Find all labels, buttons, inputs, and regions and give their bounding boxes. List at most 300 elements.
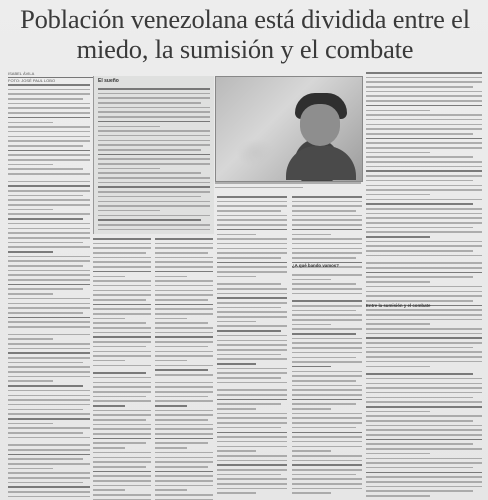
text-line [8, 284, 90, 286]
text-line [8, 334, 90, 336]
text-line [93, 386, 151, 388]
text-line [155, 243, 213, 245]
text-line [366, 366, 430, 368]
text-line [8, 150, 90, 152]
text-line [155, 318, 187, 320]
text-line [8, 274, 90, 276]
text-line [217, 368, 287, 370]
text-line [8, 385, 83, 387]
text-line [366, 208, 482, 210]
text-line [155, 433, 213, 435]
text-line [366, 286, 482, 288]
text-line [155, 276, 187, 278]
text-line [292, 248, 362, 250]
text-line [292, 436, 362, 438]
text-line [98, 144, 210, 146]
text-line [8, 404, 90, 406]
text-line [8, 107, 90, 109]
text-line [217, 229, 287, 231]
text-line [292, 293, 362, 295]
text-line [93, 252, 146, 254]
text-line [98, 126, 160, 128]
text-line [8, 159, 90, 161]
text-line [366, 185, 482, 187]
text-line [155, 438, 213, 440]
text-line [292, 229, 362, 231]
text-line [292, 389, 362, 391]
text-line [93, 290, 151, 292]
text-line [292, 310, 356, 312]
text-line [93, 280, 151, 282]
text-line [155, 400, 213, 402]
text-line [155, 294, 213, 296]
text-line [8, 303, 90, 305]
text-line [98, 130, 210, 132]
text-line [366, 323, 430, 325]
text-line [8, 468, 53, 470]
text-line [366, 86, 473, 88]
text-line [155, 351, 213, 353]
text-line [8, 423, 53, 425]
text-line [8, 326, 90, 328]
text-line [292, 252, 362, 254]
text-line [155, 360, 187, 362]
text-line [93, 299, 146, 301]
text-line [292, 474, 356, 476]
text-line [366, 241, 482, 243]
text-line [98, 135, 210, 137]
text-line [292, 342, 362, 344]
text-line [366, 443, 473, 445]
text-line [217, 201, 287, 203]
text-line [366, 309, 482, 311]
text-line [8, 409, 83, 411]
text-line [366, 295, 482, 297]
text-line [292, 333, 356, 335]
text-line [93, 485, 151, 487]
text-line [8, 399, 90, 401]
text-line [217, 271, 287, 273]
text-line [292, 366, 331, 368]
text-line [8, 321, 90, 323]
text-line [155, 475, 213, 477]
text-line [155, 386, 213, 388]
text-line [93, 332, 151, 334]
text-line [217, 403, 281, 405]
text-line [98, 215, 210, 217]
text-line [292, 385, 362, 387]
text-line [8, 265, 83, 267]
text-line [366, 361, 482, 363]
text-line [8, 376, 90, 378]
text-line [292, 288, 362, 290]
text-line [98, 107, 210, 109]
text-line [98, 219, 201, 221]
text-line [8, 213, 90, 215]
text-line [8, 458, 83, 460]
text-line [155, 405, 187, 407]
text-line [8, 293, 53, 295]
text-line [155, 238, 213, 240]
text-column-4 [217, 196, 287, 497]
text-line [366, 467, 473, 469]
text-line [155, 374, 213, 376]
text-line [292, 338, 362, 340]
text-line [292, 371, 362, 373]
text-line [217, 363, 256, 365]
text-line [8, 195, 83, 197]
byline-author: ISABEL ÁVILA [8, 71, 35, 76]
text-line [98, 229, 210, 231]
text-line [8, 454, 90, 456]
text-line [366, 222, 482, 224]
text-line [366, 180, 473, 182]
text-line [93, 247, 151, 249]
text-line [366, 114, 482, 116]
text-line [8, 279, 90, 281]
text-line [8, 395, 90, 397]
text-line [8, 251, 53, 253]
text-line [155, 313, 213, 315]
text-line [98, 158, 210, 160]
text-line [366, 124, 482, 126]
text-line [8, 343, 90, 345]
text-line [366, 77, 482, 79]
text-line [93, 261, 151, 263]
text-line [93, 419, 146, 421]
text-line [366, 387, 482, 389]
text-line [366, 356, 482, 358]
text-line [8, 371, 90, 373]
text-line [8, 204, 90, 206]
text-line [8, 449, 90, 451]
text-line [8, 390, 90, 392]
text-line [292, 441, 362, 443]
text-line [8, 140, 90, 142]
text-line [217, 262, 287, 264]
text-line [93, 271, 151, 273]
text-line [366, 420, 473, 422]
text-line [217, 488, 287, 490]
text-line [93, 327, 151, 329]
text-line [366, 429, 482, 431]
text-line [98, 102, 201, 104]
text-line [366, 319, 482, 321]
byline [8, 71, 94, 83]
text-line [93, 475, 151, 477]
text-line [93, 396, 146, 398]
text-column-3 [155, 238, 213, 500]
text-line [93, 322, 146, 324]
text-line [93, 433, 151, 435]
text-line [292, 492, 331, 494]
text-line [366, 476, 482, 478]
text-line [8, 486, 90, 488]
text-line [8, 93, 90, 95]
text-line [155, 266, 213, 268]
text-line [8, 218, 83, 220]
byline-photo-credit: FOTO: JOSÉ PAUL LOBO [8, 78, 56, 83]
text-line [217, 210, 281, 212]
text-line [93, 304, 151, 306]
text-line [366, 166, 482, 168]
text-column-1 [8, 84, 90, 500]
text-line [155, 299, 208, 301]
text-line [217, 354, 281, 356]
text-line [155, 285, 213, 287]
text-line [292, 283, 356, 285]
text-line [98, 88, 210, 90]
text-line [8, 199, 90, 201]
text-line [8, 298, 90, 300]
text-line [8, 482, 83, 484]
text-line [93, 382, 151, 384]
text-line [8, 260, 90, 262]
text-line [292, 243, 362, 245]
text-line [217, 478, 287, 480]
text-line [8, 164, 53, 166]
text-line [292, 210, 356, 212]
text-line [155, 396, 208, 398]
text-line [366, 328, 482, 330]
text-line [292, 215, 362, 217]
caption-line [215, 182, 361, 184]
text-line [217, 377, 281, 379]
text-line [8, 307, 90, 309]
text-line [98, 93, 210, 95]
text-line [8, 437, 90, 439]
text-line [217, 340, 287, 342]
text-line [366, 236, 430, 238]
text-line [292, 483, 362, 485]
text-line [217, 238, 287, 240]
text-line [366, 472, 482, 474]
text-line [98, 177, 210, 179]
text-line [93, 428, 151, 430]
text-line [366, 281, 430, 283]
text-line [366, 227, 473, 229]
text-line [98, 116, 210, 118]
text-line [217, 399, 287, 401]
text-line [8, 122, 53, 124]
text-line [98, 210, 160, 212]
text-line [93, 377, 151, 379]
text-line [98, 163, 210, 165]
text-line [366, 373, 473, 375]
text-line [292, 469, 362, 471]
text-line [8, 117, 90, 119]
text-line [217, 257, 281, 259]
text-line [366, 217, 482, 219]
text-line [93, 391, 151, 393]
text-line [93, 457, 151, 459]
text-line [155, 369, 208, 371]
text-line [155, 280, 213, 282]
text-line [366, 262, 482, 264]
text-line [217, 311, 287, 313]
text-line [292, 403, 356, 405]
text-line [8, 357, 90, 359]
text-line [217, 293, 287, 295]
text-line [292, 352, 362, 354]
text-line [292, 394, 362, 396]
text-line [93, 447, 125, 449]
text-line [366, 147, 482, 149]
text-line [366, 314, 482, 316]
text-line [366, 333, 482, 335]
text-line [98, 97, 210, 99]
text-line [8, 418, 90, 420]
text-line [217, 358, 287, 360]
text-line [366, 351, 482, 353]
text-line [217, 417, 287, 419]
text-line [8, 89, 90, 91]
text-line [366, 245, 482, 247]
text-line [366, 392, 482, 394]
text-line [8, 131, 90, 133]
text-line [217, 441, 287, 443]
text-line [217, 321, 256, 323]
text-line [366, 189, 482, 191]
text-line [292, 446, 362, 448]
text-line [8, 223, 90, 225]
text-line [292, 488, 362, 490]
text-line [217, 205, 287, 207]
text-line [217, 344, 287, 346]
text-line [93, 336, 151, 338]
text-line [93, 372, 146, 374]
text-line [93, 471, 151, 473]
text-line [93, 414, 151, 416]
text-line [217, 224, 287, 226]
text-line [217, 422, 287, 424]
text-line [292, 478, 362, 480]
text-line [292, 224, 362, 226]
text-line [217, 316, 287, 318]
text-line [93, 480, 151, 482]
text-line [366, 495, 430, 497]
text-line [8, 84, 90, 86]
text-line [217, 248, 287, 250]
text-line [366, 152, 430, 154]
sidebar-tag: El sueño [98, 78, 119, 84]
text-line [366, 175, 482, 177]
text-line [292, 427, 356, 429]
text-line [366, 347, 473, 349]
text-line [98, 186, 210, 188]
text-line [93, 238, 151, 240]
text-line [366, 100, 482, 102]
text-line [366, 95, 482, 97]
text-line [155, 327, 213, 329]
text-line [292, 196, 362, 198]
text-line [366, 250, 473, 252]
text-line [217, 372, 287, 374]
text-line [217, 215, 287, 217]
text-line [366, 203, 473, 205]
text-line [217, 446, 287, 448]
text-line [292, 375, 362, 377]
text-line [8, 366, 90, 368]
text-line [8, 352, 90, 354]
text-line [366, 199, 482, 201]
text-line [155, 308, 213, 310]
text-line [366, 378, 482, 380]
text-line [366, 161, 482, 163]
text-line [93, 410, 151, 412]
text-line [366, 337, 482, 339]
text-line [217, 325, 287, 327]
text-line [366, 213, 482, 215]
text-line [292, 234, 331, 236]
text-line [366, 486, 482, 488]
text-line [292, 413, 362, 415]
text-line [292, 238, 362, 240]
sidebar-text [98, 88, 210, 233]
text-line [217, 219, 287, 221]
text-line [8, 154, 90, 156]
text-line [366, 425, 482, 427]
text-line [292, 314, 362, 316]
text-column-6 [366, 72, 482, 500]
text-line [292, 399, 362, 401]
text-line [93, 360, 125, 362]
text-line [217, 389, 287, 391]
text-line [93, 452, 151, 454]
text-line [366, 105, 482, 107]
text-line [93, 442, 146, 444]
text-line [8, 185, 90, 187]
text-line [292, 464, 362, 466]
text-line [155, 365, 213, 367]
text-line [93, 276, 125, 278]
text-line [292, 460, 362, 462]
text-line [366, 231, 482, 233]
text-line [155, 257, 213, 259]
text-line [8, 256, 90, 258]
text-line [155, 457, 213, 459]
text-line [366, 401, 482, 403]
text-line [366, 481, 482, 483]
text-line [8, 228, 90, 230]
text-line [366, 138, 482, 140]
text-line [217, 266, 287, 268]
text-line [8, 242, 83, 244]
text-line [8, 427, 90, 429]
text-line [93, 294, 151, 296]
text-line [155, 428, 213, 430]
text-line [366, 110, 430, 112]
text-line [292, 305, 362, 307]
text-line [217, 483, 287, 485]
caption-line [215, 187, 303, 189]
text-line [217, 283, 281, 285]
text-line [93, 285, 151, 287]
text-line [292, 328, 362, 330]
text-line [155, 382, 213, 384]
text-line [366, 448, 482, 450]
text-line [155, 447, 187, 449]
text-line [155, 414, 213, 416]
text-line [8, 380, 53, 382]
subhead-right: Entre la sumisión y el combate [366, 303, 431, 308]
text-line [366, 458, 482, 460]
text-line [366, 397, 473, 399]
text-line [217, 335, 287, 337]
text-line [366, 415, 482, 417]
text-line [93, 313, 151, 315]
text-line [93, 351, 151, 353]
